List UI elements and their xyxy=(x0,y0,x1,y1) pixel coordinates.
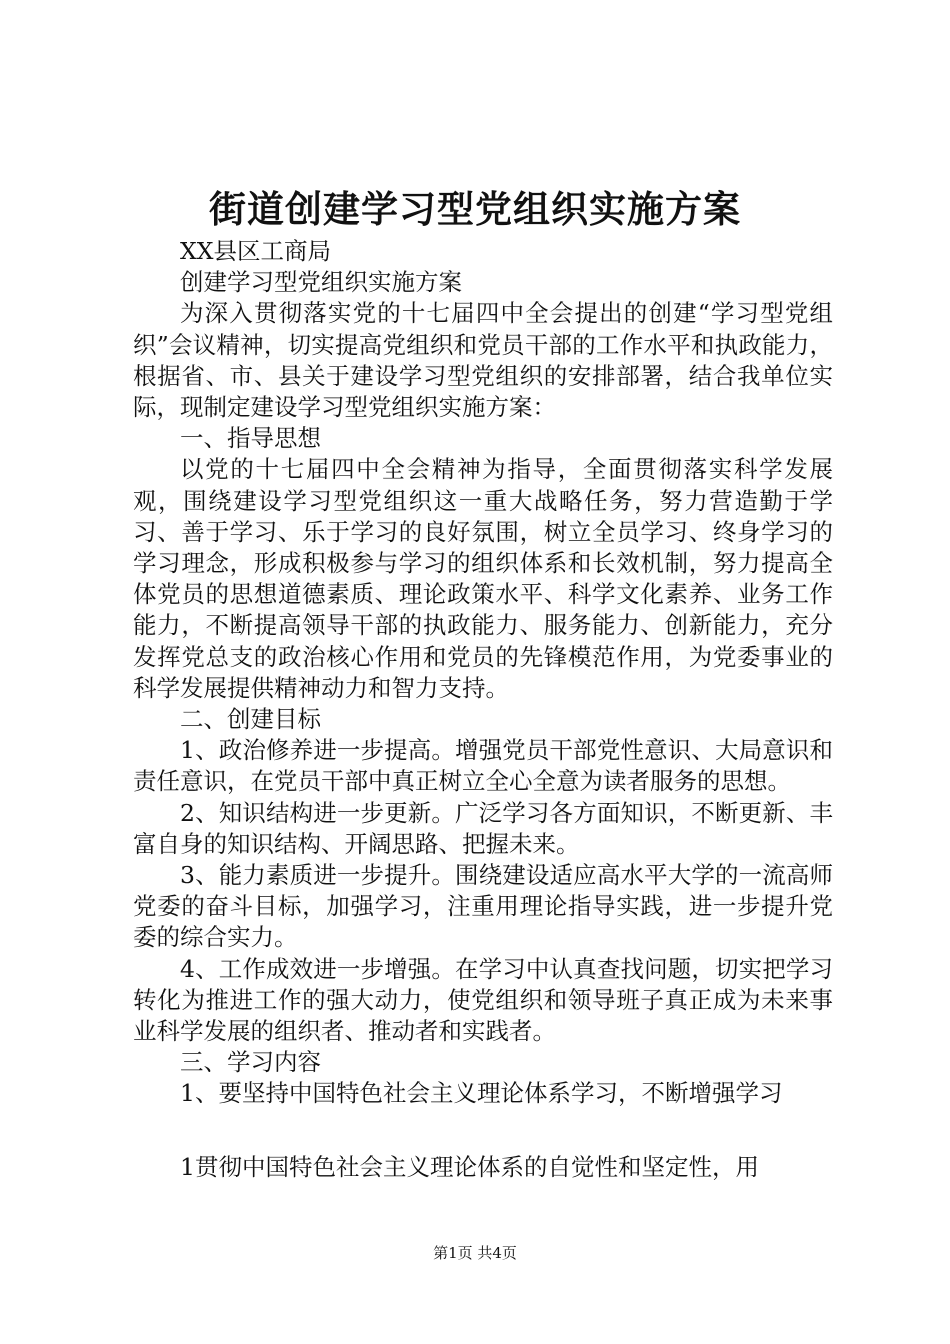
paragraph-goal-4: 4、工作成效进一步增强。在学习中认真查找问题，切实把学习转化为推进工作的强大动力，使党组织和领导班子真正成为未来事业科学发展的组织者、推动者和实践者。 xyxy=(133,954,833,1046)
paragraph-fragment: 1贯彻中国特色社会主义理论体系的自觉性和坚定性，用 xyxy=(180,1153,759,1181)
paragraph-intro: 为深入贯彻落实党的十七届四中全会提出的创建“学习型党组织”会议精神，切实提高党组织和党员干部的工作水平和执政能力，根据省、市、县关于建设学习型党组织的安排部署，结合我单位实际，现制定建设学习型党组织实施方案： xyxy=(133,299,833,422)
paragraph-subtitle: 创建学习型党组织实施方案 xyxy=(180,268,462,297)
heading-learning-content: 三、学习内容 xyxy=(180,1048,321,1077)
document-body xyxy=(133,236,833,1110)
document-title: 街道创建学习型党组织实施方案 xyxy=(209,187,741,231)
page-number-footer: 第1页 共4页 xyxy=(433,1244,517,1262)
paragraph-org: XX县区工商局 xyxy=(180,237,331,265)
heading-guiding-thought: 一、指导思想 xyxy=(180,424,321,453)
paragraph-content-1: 1、要坚持中国特色社会主义理论体系学习，不断增强学习 xyxy=(180,1079,783,1108)
paragraph-guiding-thought: 以党的十七届四中全会精神为指导，全面贯彻落实科学发展观，围绕建设学习型党组织这一重大战略任务，努力营造勤于学习、善于学习、乐于学习的良好氛围，树立全员学习、终身学习的学习理念，形成积极参与学习的组织体系和长效机制，努力提高全体党员的思想道德素质、理论政策水平、科学文化素养、业务工作能力，不断提高领导干部的执政能力、服务能力、创新能力，充分发挥党总支的政治核心作用和党员的先锋模范作用，为党委事业的科学发展提供精神动力和智力支持。 xyxy=(133,455,833,702)
paragraph-goal-2: 2、知识结构进一步更新。广泛学习各方面知识，不断更新、丰富自身的知识结构、开阔思路、把握未来。 xyxy=(133,798,833,858)
paragraph-goal-1: 1、政治修养进一步提高。增强党员干部党性意识、大局意识和责任意识，在党员干部中真正树立全心全意为读者服务的思想。 xyxy=(133,736,833,796)
heading-goals: 二、创建目标 xyxy=(180,705,321,734)
paragraph-goal-3: 3、能力素质进一步提升。围绕建设适应高水平大学的一流高师党委的奋斗目标，加强学习，注重用理论指导实践，进一步提升党委的综合实力。 xyxy=(133,861,833,952)
